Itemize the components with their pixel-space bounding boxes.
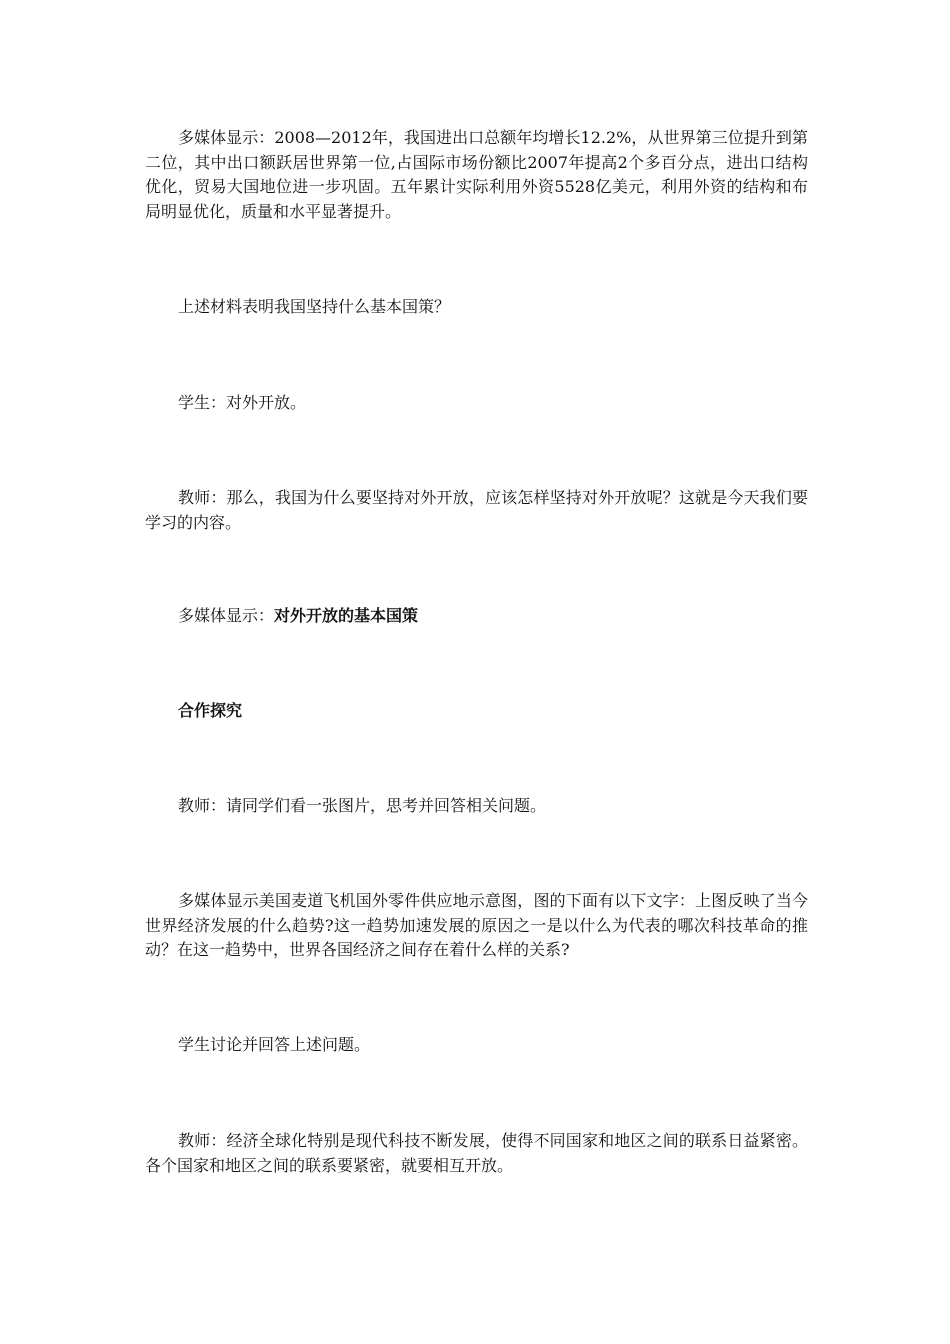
section-title-cooperative-inquiry: 合作探究: [178, 701, 243, 720]
paragraph-cooperative-inquiry: [145, 699, 808, 724]
section-title-opening-policy: 对外开放的基本国策: [274, 606, 419, 625]
paragraph-student-answer: 学生：对外开放。: [178, 393, 307, 412]
paragraph-teacher-intro: 教师：那么，我国为什么要坚持对外开放，应该怎样坚持对外开放呢？这就是今天我们要学习的内容。: [145, 488, 808, 532]
paragraph-question-national-policy: 上述材料表明我国坚持什么基本国策？: [178, 297, 451, 316]
paragraph-multimedia-heading: [145, 604, 808, 629]
paragraph-multimedia-map-question: 多媒体显示美国麦道飞机国外零件供应地示意图，图的下面有以下文字：上图反映了当今世界经济发展的什么趋势?这一趋势加速发展的原因之一是以什么为代表的哪次科技革命的推动？在这一趋势中，世界各国经济之间存在着什么样的关系?: [145, 891, 808, 959]
paragraph-teacher-globalization: 教师：经济全球化特别是现代科技不断发展，使得不同国家和地区之间的联系日益紧密。各个国家和地区之间的联系要紧密，就要相互开放。: [145, 1131, 808, 1175]
paragraph-teacher-picture-prompt: 教师：请同学们看一张图片，思考并回答相关问题。: [178, 796, 547, 815]
multimedia-prefix: 多媒体显示：: [178, 606, 275, 625]
paragraph-trade-statistics: 多媒体显示：2008—2012年，我国进出口总额年均增长12.2%，从世界第三位提升到第二位，其中出口额跃居世界第一位,占国际市场份额比2007年提高2个多百分点，进出口结构优化，贸易大国地位进一步巩固。五年累计实际利用外资5528亿美元，利用外资的结构和布局明显优化，质量和水平显著提升。: [145, 128, 808, 221]
paragraph-student-discussion: 学生讨论并回答上述问题。: [178, 1035, 371, 1054]
